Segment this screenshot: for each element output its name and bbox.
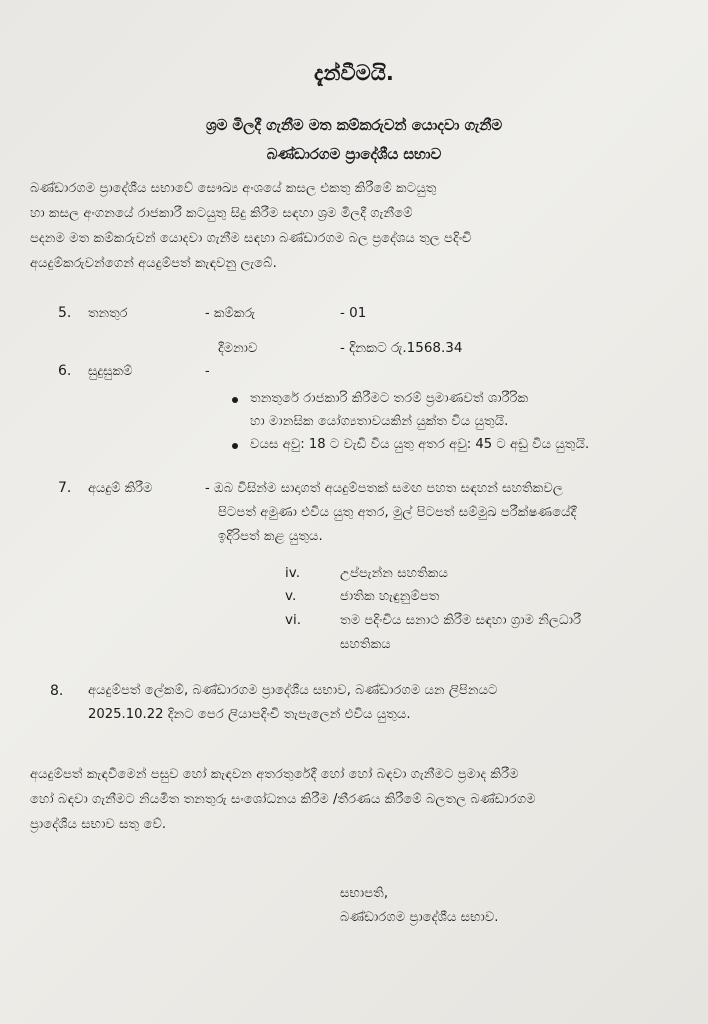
item7-text-line2: පිටපත් අමුණා එවිය යුතු අතර, මුල් පිටපත් සම්මුඛ පරීක්ෂණයේදී — [218, 505, 577, 520]
item5-number: 5. — [58, 305, 72, 321]
item7-number: 7. — [58, 480, 72, 496]
item8-line2: 2025.10.22 දිනට පෙර ලියාපදිංචි තැපැලෙන් එවිය යුතුය. — [88, 707, 411, 722]
bullet-icon — [232, 443, 238, 449]
item8-number: 8. — [50, 683, 64, 699]
notice-title: දැන්වීමයි. — [314, 60, 394, 85]
item7-text-line1: - ඔබ විසින්ම සාදාගත් අයදුම්පතක් සමඟ පහත සඳහන් සහතිකවල — [205, 481, 563, 496]
item6-bullet2: වයස අවු: 18 ට වැඩි විය යුතු අතර අවු: 45 ට අඩු විය යුතුයි. — [250, 437, 590, 452]
closing-line: හෝ බඳවා ගැනීමට නියමිත තනතුරු සංශෝධනය කිරීම /තීරණය කිරීමේ බලතල බණ්ඩාරගම — [30, 792, 536, 807]
item6-dash: - — [205, 364, 210, 379]
closing-paragraph — [30, 762, 536, 837]
notice-subtitle-line2: බණ්ඩාරගම ප්‍රාදේශීය සභාව — [266, 146, 442, 163]
item5-row1-value: - 01 — [340, 305, 367, 321]
intro-line: අයදුම්කරුවන්ගෙන් අයදුම්පත් කැඳවනු ලැබේ. — [30, 256, 277, 271]
notice-subtitle-line1: ශ්‍රම මිලදී ගැනීම මත කම්කරුවන් යොදවා ගැනීම — [206, 117, 502, 134]
doc-roman-vi: vi. — [285, 612, 302, 628]
item5-row2-value: - දිනකට රු.1568.34 — [340, 340, 463, 356]
doc-roman-v: v. — [285, 588, 297, 604]
doc-text-continued: සහතිකය — [340, 637, 391, 652]
doc-text: තම පදිංචිය සනාථ කිරීම සඳහා ග්‍රාම නිලධාරී — [340, 613, 582, 628]
intro-line: බණ්ඩාරගම ප්‍රාදේශීය සභාවේ සෞඛ්‍ය අංශයේ කසල එකතු කිරීමේ කටයුතු — [30, 181, 437, 196]
bullet-icon — [232, 397, 238, 403]
item7-label: අයදුම් කිරීම — [88, 481, 153, 496]
doc-text: ජාතික හැඳුනුම්පත — [340, 589, 440, 604]
item7-text-line3: ඉදිරිපත් කළ යුතුය. — [218, 529, 323, 544]
item6-bullet1-line2: හා මානසික යෝග්‍යතාවයකින් යුක්ත විය යුතුයි. — [250, 414, 509, 429]
signature-title: සභාපති, — [340, 886, 389, 901]
item8-line1: අයදුම්පත් ලේකම්, බණ්ඩාරගම ප්‍රාදේශීය සභාව, බණ්ඩාරගම යන ලිපිනයට — [88, 683, 498, 698]
item6-label: සුදුසුකම් — [88, 364, 133, 379]
item6-bullet1-line1: තනතුරේ රාජකාරි කිරීමට තරම් ප්‍රමාණවත් ශාරීරික — [250, 391, 529, 406]
intro-paragraph — [30, 176, 690, 276]
signature-org: බණ්ඩාරගම ප්‍රාදේශීය සභාව. — [340, 910, 499, 925]
item5-row2-key: දීමනාව — [218, 341, 258, 356]
doc-text: උප්පැන්න සහතිකය — [340, 566, 448, 581]
doc-roman-iv: iv. — [285, 565, 300, 581]
intro-line: පදනම මත කම්කරුවන් යොදවා ගැනීම සඳහා බණ්ඩාරගම බල ප්‍රදේශය තුල පදිංචි — [30, 231, 472, 246]
closing-line: අයදුම්පත් කැඳවීමෙන් පසුව හෝ කැඳවන අතරතුරේදී හෝ හෝ බඳවා ගැනීමට ප්‍රමාද කිරීම — [30, 767, 519, 782]
closing-line: ප්‍රාදේශීය සභාව සතු වේ. — [30, 817, 167, 832]
item6-number: 6. — [58, 363, 72, 379]
item5-label: තනතුර — [88, 306, 128, 321]
item5-row1-key: - කම්කරු — [205, 306, 256, 321]
intro-line: හා කසල අංගනයේ රාජකාරී කටයුතු සිදු කිරීම සඳහා ශ්‍රම මිලදී ගැනීමේ — [30, 206, 413, 221]
